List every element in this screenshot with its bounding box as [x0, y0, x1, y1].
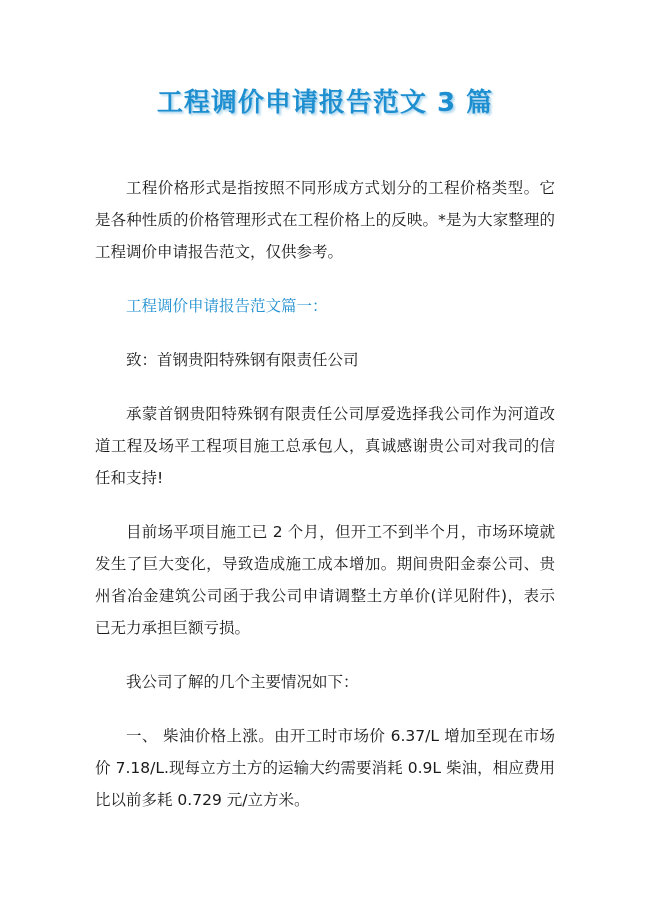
document-title: 工程调价申请报告范文 3 篇 — [156, 88, 494, 118]
body-paragraph: 我公司了解的几个主要情况如下： — [126, 673, 359, 691]
section-heading: 工程调价申请报告范文篇一： — [126, 297, 328, 315]
document-body — [95, 172, 555, 838]
intro-paragraph: 工程价格形式是指按照不同形成方式划分的工程价格类型。它是各种性质的价格管理形式在工程价格上的反映。*是为大家整理的工程调价申请报告范文，仅供参考。 — [95, 179, 555, 261]
body-paragraph: 承蒙首钢贵阳特殊钢有限责任公司厚爱选择我公司作为河道改道工程及场平工程项目施工总承包人，真诚感谢贵公司对我司的信任和支持! — [95, 405, 555, 487]
list-item: 一、 柴油价格上涨。由开工时市场价 6.37/L 增加至现在市场价 7.18/L.现每立方土方的运输大约需要消耗 0.9L 柴油，相应费用比以前多耗 0.729 元/立方米。 — [95, 727, 555, 809]
body-paragraph: 目前场平项目施工已 2 个月，但开工不到半个月，市场环境就发生了巨大变化，导致造成施工成本增加。期间贵阳金泰公司、贵州省冶金建筑公司函于我公司申请调整土方单价(详见附件)，表示已无力承担巨额亏损。 — [95, 523, 555, 637]
addressee-line: 致：首钢贵阳特殊钢有限责任公司 — [126, 351, 359, 369]
